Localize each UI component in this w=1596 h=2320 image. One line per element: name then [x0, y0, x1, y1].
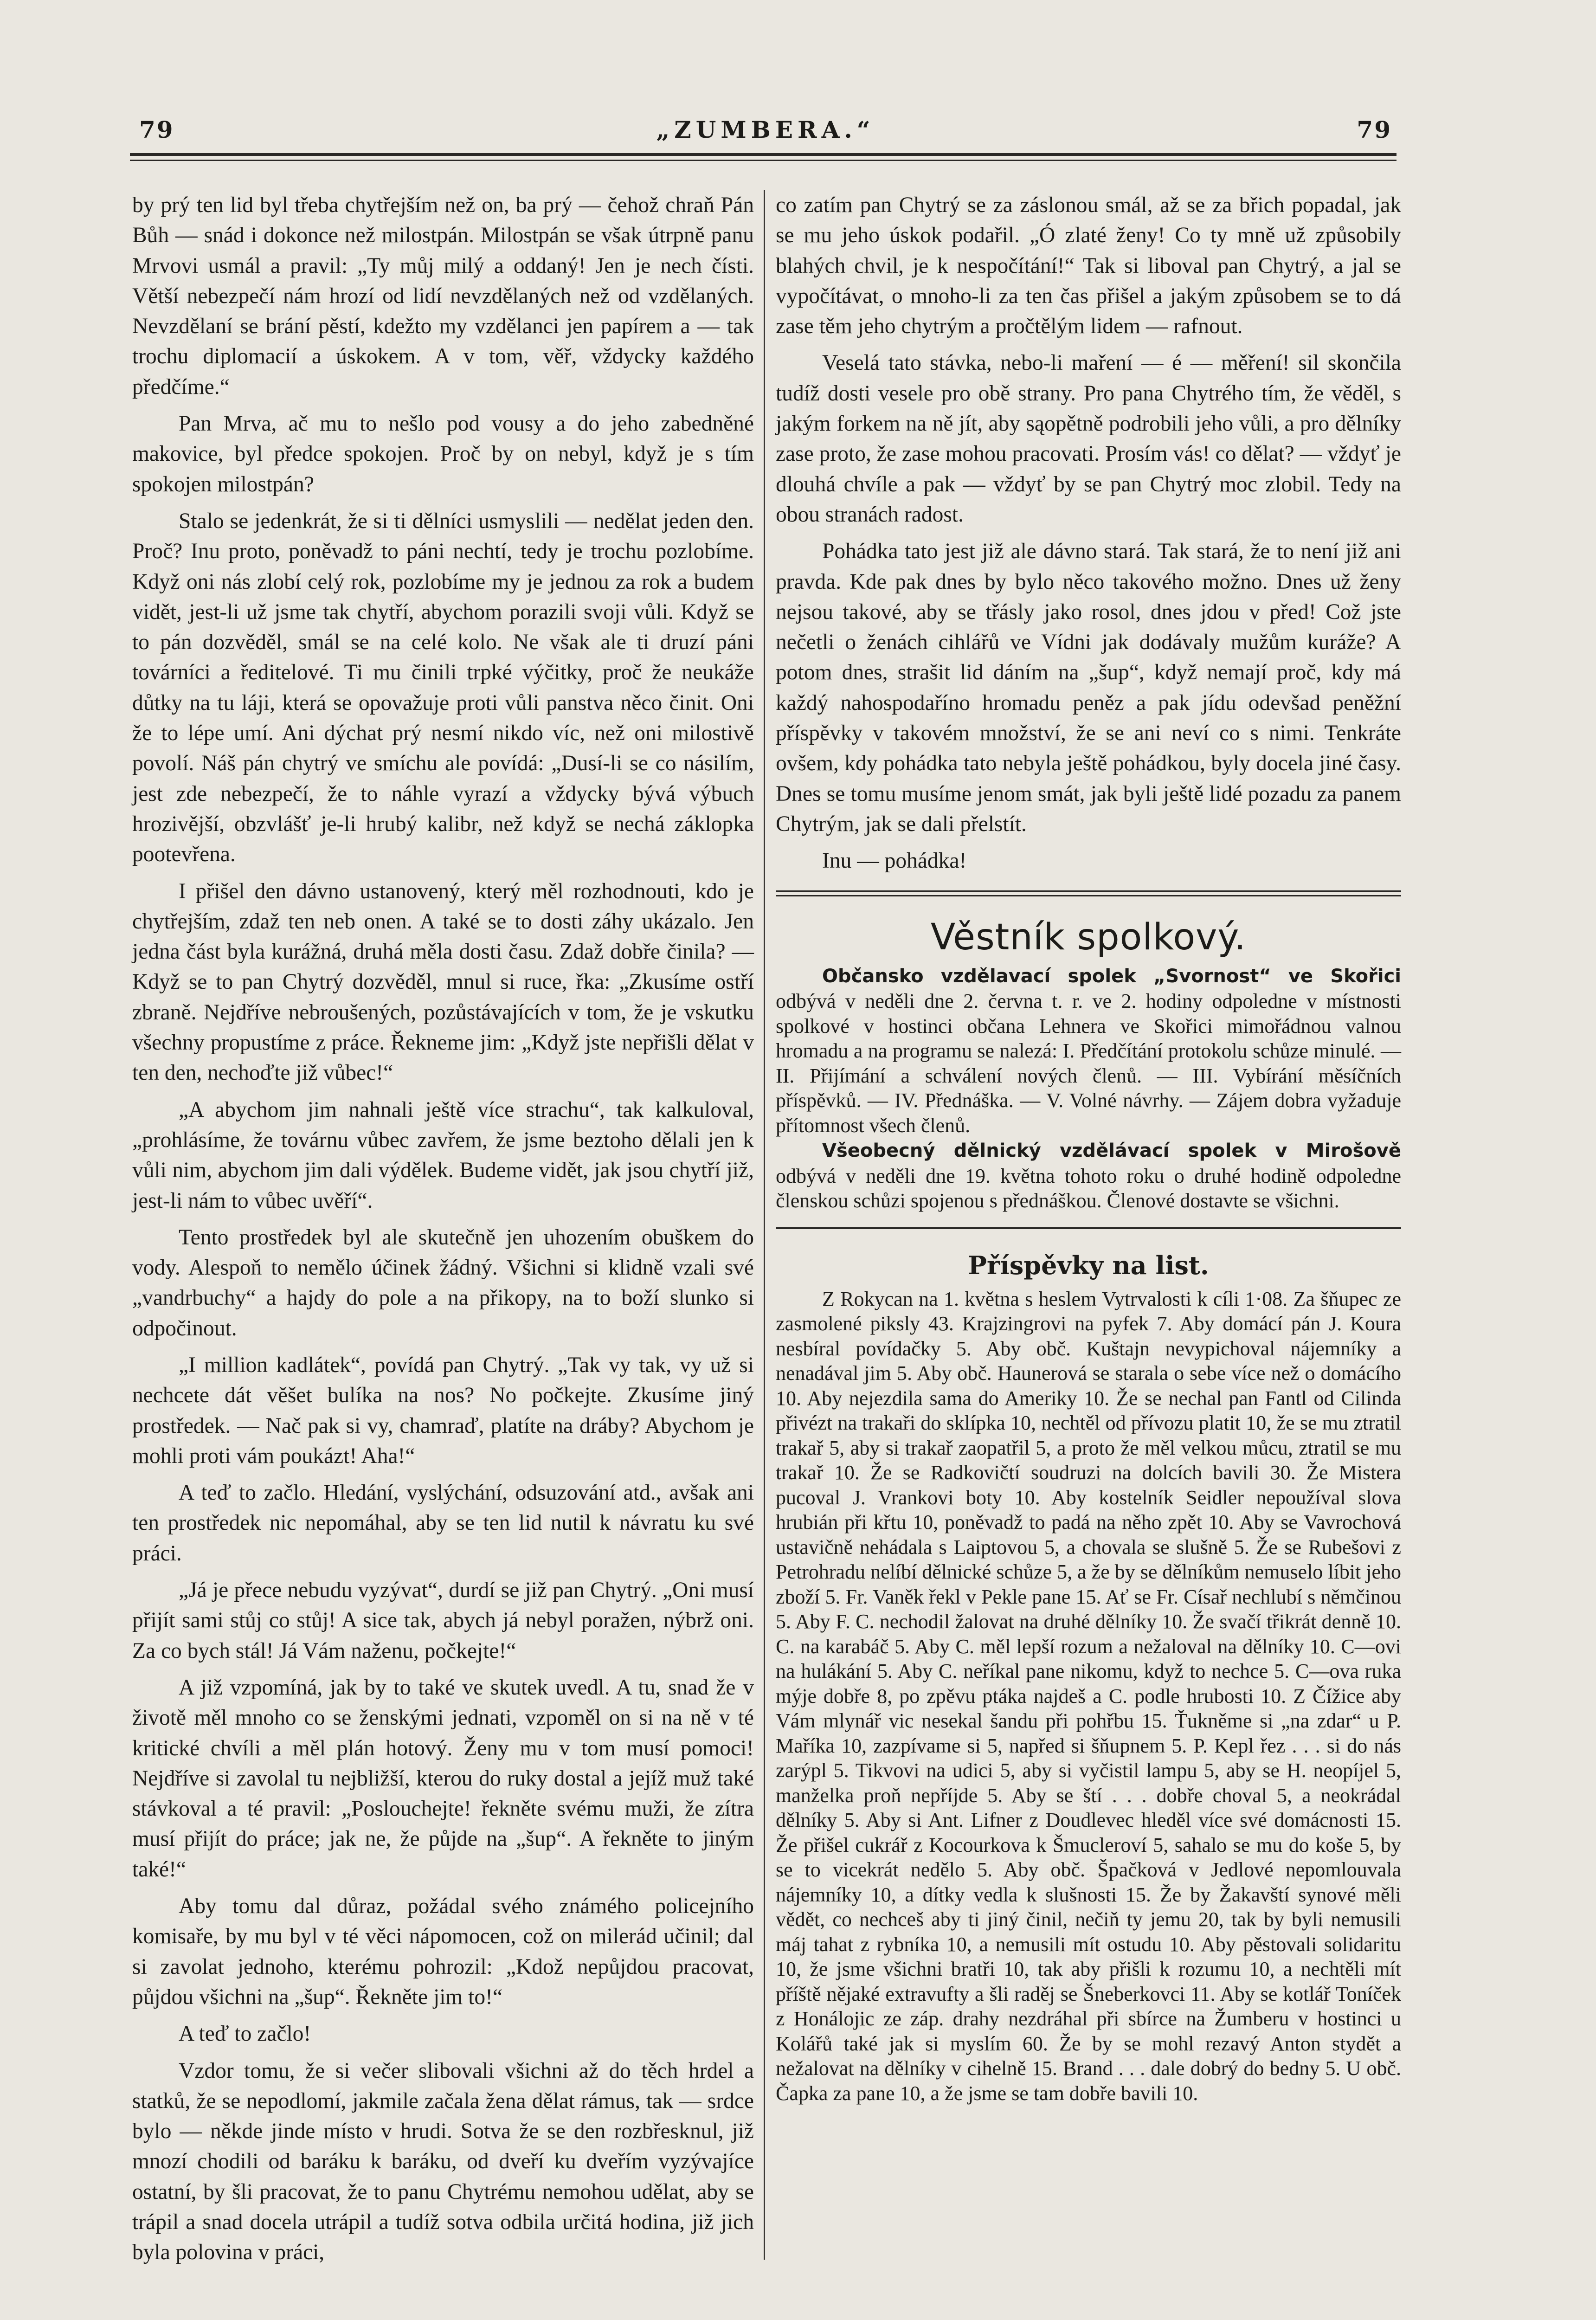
left-column	[132, 190, 754, 2268]
left-paragraph: A již vzpomíná, jak by to také ve skutek uvedl. A tu, snad že v životě měl mnoho co se ženskými jednati, vzpoměl on si na ně v té kritické chvíli a měl plán hotový. Ženy mu v tom musí pomoci! Nejdříve si zavolal tu nejbližší, kterou do ruky dostal a jejíž muž také stávkoval a té pravil: „Poslouchejte! řekněte svému muži, že zítra musí přijít do práce; jak ne, že půjde na „šup“. A řekněte to jiným také!“	[132, 1675, 754, 1882]
left-paragraph: Pan Mrva, ač mu to nešlo pod vousy a do jeho zabedněné makovice, byl předce spokojen. Proč by on nebyl, když je s tím spokojen milostpán?	[132, 412, 754, 496]
header-rule-thin	[130, 160, 1396, 161]
right-paragraph: Inu — pohádka!	[822, 849, 967, 873]
section-rule	[776, 895, 1401, 896]
right-column	[776, 190, 1401, 2106]
column-divider	[764, 190, 765, 2260]
vestnik-item	[776, 1138, 1401, 1213]
left-paragraph: „I million kadlátek“, povídá pan Chytrý. „Tak vy tak, vy už si nechcete dát věšet bulíka na nos? No počkejte. Zkusíme jiný prostředek. — Nač pak si vy, chamraď, platíte na dráby? Abychom je mohli proti vám poukázt! Aha!“	[132, 1353, 754, 1468]
vestnik-item-organisation: Všeobecný dělnický vzdělávací spolek v Mirošově	[822, 1140, 1401, 1162]
masthead-title: „ZUMBERA.“	[656, 116, 875, 143]
left-paragraph: Tento prostředek byl ale skutečně jen uhozením obuškem do vody. Alespoň to nemělo účinek žádný. Všichni si klidně vzali své „vandrbuchy“ a hajdy do pole a na přikopy, na to boží slunko si odpočinout.	[132, 1225, 754, 1340]
left-paragraph: „A abychom jim nahnali ještě více strachu“, tak kalkuloval, „prohlásíme, že továrnu vůbec zavřem, že jsme beztoho dělali jen k vůli nim, abychom jim dali výdělek. Budeme vidět, jak jsou chytří již, jest-li nám to vůbec uvěří“.	[132, 1097, 754, 1213]
section-rule	[776, 1227, 1401, 1229]
prispevky-text: Z Rokycan na 1. května s heslem Vytrvalosti k cíli 1·08. Za šňupec ze zasmolené piksly 43. Krajzingrovi na pyfek 7. Aby domácí pán J. Koura nesbíral povídačky 5. Aby obč. Kuštajn nevypichoval nájemníky a nenadával jim 5. Aby obč. Haunerová se starala o sebe více než o domácího 10. Aby nejezdila sama do Ameriky 10. Že se nechal pan Fantl od Cilinda přivézt na trakaři do sklípka 10, nechtěl od přívozu platit 10, že se mu ztratil trakař 5, aby si trakař zaopatřil 5, a proto že měl velkou můcu, ztratil se mu trakař 10. Že se Radkovičtí soudruzi na dolcích bavili 30. Že Mistera pucoval J. Vrankovi boty 10. Aby kostelník Seidler nepoužíval slova hrubián při křtu 10, poněvadž to padá na něho zpět 10. Aby se Vavrochová ustavičně nehádala s Laiptovou 5, a chovala se slušně 5. Že se Rubešovi z Petrohradu nelíbí dělnické schůze 5, a že by se dělníkům nemuselo líbit jeho zboží 5. Fr. Vaněk řekl v Pekle pane 15. Ať se Fr. Císař nechlubí s němčinou 5. Aby F. C. nechodil žalovat na druhé dělníky 10. Že svačí třikrát denně 10. C. na karabáč 5. Aby C. měl lepší rozum a nežaloval na dělníky 10. C—ovi na hulákání 5. Aby C. neříkal pane nikomu, když to nechce 5. C—ova ruka mýje dobře 8, po zpěvu ptáka najdeš a C. podle hrubosti 10. Z Čížice aby Vám mlynář vic nesekal šandu při pohřbu 15. Ťukněme si „na zdar“ u P. Maříka 10, zazpívame si 5, napřed si šňupnem 5. P. Kepl řez . . . si do nás zarýpl 5. Tikvovi na udici 5, aby si vyčistil lampu 5, aby se H. neopíjel 5, manželka proň nepříjde 5. Aby se ští . . . dobře choval 5, a neokrádal dělníky 5. Aby si Ant. Lifner z Doudlevec hleděl více své domácnosti 15. Že přišel cukrář z Kocourkova k Šmucleroví 5, sahalo se mu do koše 5, by se to vicekrát nedělo 5. Aby obč. Špačková v Jedlové nepomlouvala nájemníky 10, a dítky vedla k slušnosti 15. Že by Žakavští synové měli vědět, co nechceš aby ti jiný činil, nečiň ty jemu 20, tak by byli nemusili máj tahat z rybníka 10, a nemusili mít ostudu 10. Aby pěstovali solidaritu 10, že jsme všichni bratři 10, tak aby přišli k rozumu 10, a nechtěli mít příště nějaké extravufty a šli raděj se Šneberkovci 11. Aby se kotlář Toníček z Honálojic ze záp. drahy nezdráhal při sbírce na Žumberu v hostinci u Kolářů také jak si myslím 60. Že by se mohl rezavý Anton stydět a nežalovat na dělníky v cihelně 15. Brand . . . dale dobrý do bedny 5. U obč. Čapka za pane 10, a že jsme se tam dobře bavili 10.	[776, 1287, 1401, 2105]
right-paragraph: Veselá tato stávka, nebo-li maření — é — měření! sil skončila tudíž dosti vesele pro obě strany. Pro pana Chytrého tím, že věděl, s jakým forkem na ně jít, aby sąopětně podrobili jeho vůli, a pro dělníky zase proto, že zase mohou pracovati. Prosím vás! co dělat? — vždyť je dlouhá chvíle a pak — vždyť by se pan Chytrý moc zlobil. Tedy na obou stranách radost.	[776, 351, 1401, 527]
left-paragraph: A teď to začlo. Hledání, vyslýchání, odsuzování atd., avšak ani ten prostředek nic nepomáhal, aby se ten lid nutil k návratu ku své práci.	[132, 1481, 754, 1566]
vestnik-item	[776, 963, 1401, 1138]
header-rule-thick	[130, 153, 1396, 156]
section-rule	[776, 890, 1401, 892]
page-number-right: 79	[1357, 116, 1392, 143]
vestnik-item-text: odbývá v neděli dne 19. května tohoto roku o druhé hodině odpoledne členskou schůzi spojenou s přednáškou. Členové dostavte se všichni.	[776, 1164, 1401, 1212]
left-paragraph: by prý ten lid byl třeba chytřejším než on, ba prý — čehož chraň Pán Bůh — snád i dokonce než milostpán. Milostpán se však útrpně panu Mrvovi usmál a pravil: „Ty můj milý a oddaný! Jen je nech čísti. Větší nebezpečí nám hrozí od lidí nevzdělaných než od vzdělaných. Nevzdělaní se brání pěstí, kdežto my vzdělanci jen papírem a — tak trochu diplomacií a úskokem. A v tom, věř, vždycky každého předčíme.“	[132, 193, 754, 399]
left-paragraph: Stalo se jedenkrát, že si ti dělníci usmyslili — nedělat jeden den. Proč? Inu proto, poněvadž to páni nechtí, tedy je trochu pozlobíme. Když oni nás zlobí celý rok, pozlobíme my je jednou za rok a budem vidět, jest-li už jsme tak chytří, abychom porazili svoji vůli. Když se to pán dozvěděl, smál se na celé kolo. Ne však ale ti druzí páni továrníci a ředitelové. Ti mu činili trpké výčitky, proč že neukáže důtky na tu láji, která se opovažuje proti vůli panstva něco činit. Oni že to lépe umí. Ani dýchat prý nesmí nikdo víc, než oni milostivě povolí. Náš pán chytrý ve smíchu ale povídá: „Dusí-li se co násilím, jest zde nebezpečí, že to náhle vyrazí a vždycky bývá výbuch hrozivější, obzvlášť je-li hrubý kalibr, než když se nechá záklopka pootevřena.	[132, 509, 754, 867]
right-paragraph: Pohádka tato jest již ale dávno stará. Tak stará, že to není již ani pravda. Kde pak dnes by bylo něco takového možno. Dnes už ženy nejsou takové, aby se třásly jako rosol, dnes jdou v před! Což jste nečetli o ženách cihlářů ve Vídni jak dodávaly mužům kuráže? A potom dnes, strašit lid dáním na „šup“, když nemají proč, kdy má každý nahospodaříno hromadu peněz a pak jídu odevšad peněžní příspěvky v takovém množství, že se ani neví co s nimi. Tenkráte ovšem, kdy pohádka tato nebyla ještě pohádkou, byly docela jiné časy. Dnes se tomu musíme jenom smát, jak byli ještě lidé pozadu za panem Chytrým, jak se dali přelstít.	[776, 539, 1401, 836]
vestnik-item-text: odbývá v neděli dne 2. června t. r. ve 2. hodiny odpoledne v místnosti spolkové v hostinci občana Lehnera ve Skořici mimořádnou valnou hromadu a na programu se nalezá: I. Předčítání protokolu schůze minulé. — II. Přijímání a schválení nových členů. — III. Vybírání měsíčních příspěvků. — IV. Přednáška. — V. Volné návrhy. — Zájem dobra vyžaduje přítomnost všech členů.	[776, 990, 1401, 1137]
right-paragraph: co zatím pan Chytrý se za záslonou smál, až se za břich popadal, jak se mu jeho úskok podařil. „Ó zlaté ženy! Co ty mně už způsobily blahých chvil, je k nespočítání!“ Tak si liboval pan Chytrý, a jal se vypočítávat, o mnoho-li za ten čas přišel a jakým způsobem se to dá zase těm jeho chytrým a pročtělým lidem — rafnout.	[776, 193, 1401, 339]
left-paragraph: Vzdor tomu, že si večer slibovali všichni až do těch hrdel a statků, že se nepodlomí, jakmile začala žena dělat rámus, tak — srdce bylo — někde jinde místo v hrudi. Sotva že se den rozbřesknul, již mnozí chodili od baráku k baráku, od dveří ku dveřím vyzývajíce ostatní, by šli pracovat, že to panu Chytrému nemohou udělat, aby se trápil a snad docela utrápil a tudíž sotva odbila určitá hodina, již jich byla polovina v práci,	[132, 2058, 754, 2265]
vestnik-heading: Věstník spolkový.	[930, 916, 1247, 958]
prispevky-heading: Příspěvky na list.	[968, 1250, 1209, 1280]
running-head	[139, 116, 1392, 143]
left-paragraph: „Já je přece nebudu vyzývat“, durdí se již pan Chytrý. „Oni musí přijít sami stůj co stůj! A sice tak, abych já nebyl poražen, nýbrž oni. Za co bych stál! Já Vám naženu, počkejte!“	[132, 1578, 754, 1663]
vestnik-item-organisation: Občansko vzdělavací spolek „Svornost“ ve Skořici	[822, 965, 1401, 987]
left-paragraph: Aby tomu dal důraz, požádal svého známého policejního komisaře, by mu byl v té věci nápomocen, což on milerád učinil; dal si zavolat jednoho, kterému pohrozil: „Kdož nepůjdou pracovat, půjdou všichni na „šup“. Řekněte jim to!“	[132, 1894, 754, 2009]
left-paragraph: I přišel den dávno ustanovený, který měl rozhodnouti, kdo je chytřejším, zdaž ten neb onen. A také se to dosti záhy ukázalo. Jen jedna část byla kurážná, druhá měla dosti času. Zdaž dobře činila? — Když se to pan Chytrý dozvěděl, mnul si ruce, řka: „Zkusíme ostří zbraně. Nejdříve nebroušených, pozůstávajících v tom, že je vskutku všechny propustíme z práce. Řekneme jim: „Když jste nepřišli dělat v ten den, nechoďte již vůbec!“	[132, 879, 754, 1085]
page-number-left: 79	[139, 116, 174, 143]
left-paragraph: A teď to začlo!	[179, 2022, 311, 2046]
